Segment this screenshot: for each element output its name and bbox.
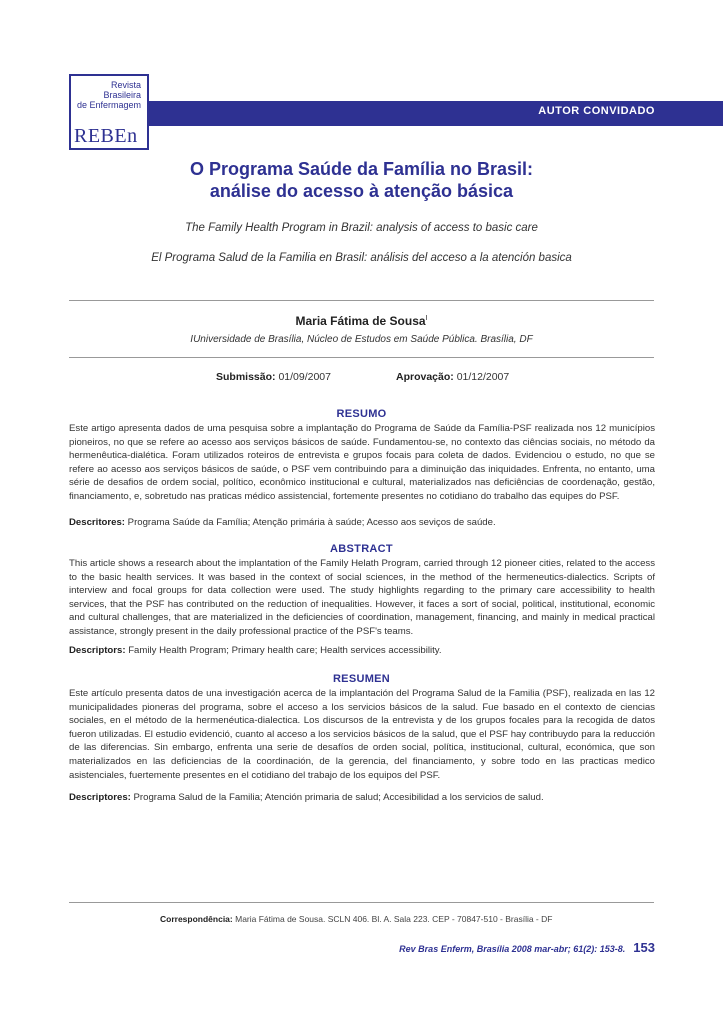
citation-text: Rev Bras Enferm, Brasília 2008 mar-abr; 61(2): 153-8. [399, 944, 626, 954]
abstract-descriptors-label: Descriptors: [69, 645, 126, 656]
resumo-heading: RESUMO [336, 408, 387, 420]
abstract-text: This article shows a research about the implantation of the Family Helath Program, carried through 12 pioneer cities, related to the access to the basic health services. It was based in the context of social sciences, in the method of the hermeneutics-dialectics. Scripts of interview and focal groups for data collection were used. The study highlights regarding to the primary care accessibility to health services, that the PSF has contributed on the reduction of inequalities. However, it faces a sort of social, political, institutional, economic and cultural challenges, that are materialized in the deficiencies of coordination, management, financing, and mainly in medical practical assistance, strongly present in the daily professional practice of the PSF's teams. [69, 558, 655, 637]
submission-value: 01/09/2007 [278, 371, 331, 383]
approval-date [396, 371, 509, 383]
section-label: AUTOR CONVIDADO [538, 105, 655, 117]
resumen-heading: RESUMEN [332, 673, 391, 685]
submission-label: Submissão: [216, 371, 276, 383]
author-affiliation: IUniversidade de Brasília, Núcleo de Estudos em Saúde Pública. Brasília, DF [190, 334, 533, 345]
article-title-line-1: O Programa Saúde da Família no Brasil: [189, 159, 534, 179]
resumo-text: Este artigo apresenta dados de uma pesquisa sobre a implantação do Programa de Saúde da Família-PSF realizada nos 12 municípios pioneiros, no que se refere ao acesso aos serviços básicos de saúde. Fundamentou-se, no contexto das ciências sociais, no método da hermenêutica-dialética. Foram utilizados roteiros de entrevista e grupos focais para coleta de dados. Evidenciou o estudo, no que se refere ao acesso aos serviços básicos de saúde, o PSF vem contribuindo para a diminuição das iniquidades. Enfrenta, no entanto, uma série de desafios de ordem social, político, econômico institucional e cultural, materializados nas deficiências de coordenação, gestão, financiamento, e, sobretudo nas praticas médico assistencial, fortemente presentes no cotidiano do trabalho das equipes do PSF. [69, 423, 655, 502]
correspondence [160, 914, 552, 924]
correspondence-label: Correspondência: [160, 914, 233, 924]
resumo-descriptors-text: Programa Saúde da Família; Atenção primária à saúde; Acesso aos seviços de saúde. [127, 517, 496, 528]
correspondence-text: Maria Fátima de Sousa. SCLN 406. Bl. A. Sala 223. CEP - 70847-510 - Brasília - DF [235, 914, 553, 924]
abstract-descriptors-text: Family Health Program; Primary health care; Health services accessibility. [128, 645, 442, 656]
abstract-descriptors [69, 644, 655, 658]
divider-bottom [69, 357, 654, 358]
resumo-descriptors-label: Descritores: [69, 517, 125, 528]
logo-abbreviation: REBEn [74, 125, 138, 147]
resumen-descriptors-text: Programa Salud de la Familia; Atención primaria de salud; Accesibilidad a los servicios de salud. [133, 792, 544, 803]
title-english: The Family Health Program in Brazil: analysis of access to basic care [185, 222, 538, 234]
resumo-descriptors [69, 516, 655, 530]
footer-divider [69, 902, 654, 903]
page-number: 153 [633, 940, 655, 955]
approval-value: 01/12/2007 [456, 371, 510, 383]
article-title-line-2: análise do acesso à atenção básica [209, 181, 514, 201]
logo-line-3: de Enfermagem [76, 100, 141, 110]
logo-line-2: Brasileira [103, 90, 141, 100]
title-spanish: El Programa Salud de la Familia en Brasil: análisis del acceso a la atención basica [151, 252, 572, 264]
author-superscript: I [425, 315, 428, 322]
submission-date [216, 371, 331, 383]
abstract-heading: ABSTRACT [330, 543, 393, 555]
resumen-text: Este artículo presenta datos de una investigación acerca de la implantación del Programa Salud de la Familia (PSF), realizada en las 12 municipalidades pioneras del programa, sobre el acceso a los servicios básicos de la salud. Fue basado en el contexto de ciencias sociales, en el método de la hermenéutica-dialectica. Los discursos de la entrevista y de los grupos focales para la recogida de datos fueron utilizadas. El estudio evidenció, cuanto al acceso a los servicios básicos de la salud, que el PSF hay contribuydo para la reducción de las diferencias. Sin embargo, enfrenta una serie de desafíos de orden social, política, institucional, cultural, económica, que son materializados en las deficiencias de la coordinación, de la gerencia, del financiamento, y sobre todo en las practicas medico asistenciales, fuertemente presentes en el cotidiano del trabajo de los equipos del PSF. [69, 688, 655, 781]
author-name-text: Maria Fátima de Sousa [295, 314, 426, 328]
approval-label: Aprovação: [396, 371, 454, 383]
logo-line-1: Revista [110, 80, 141, 90]
footer-citation [399, 940, 655, 955]
resumen-descriptors-label: Descriptores: [69, 792, 131, 803]
divider-top [69, 300, 654, 301]
journal-logo [69, 74, 149, 150]
resumen-descriptors [69, 791, 655, 805]
author-name [69, 314, 654, 328]
